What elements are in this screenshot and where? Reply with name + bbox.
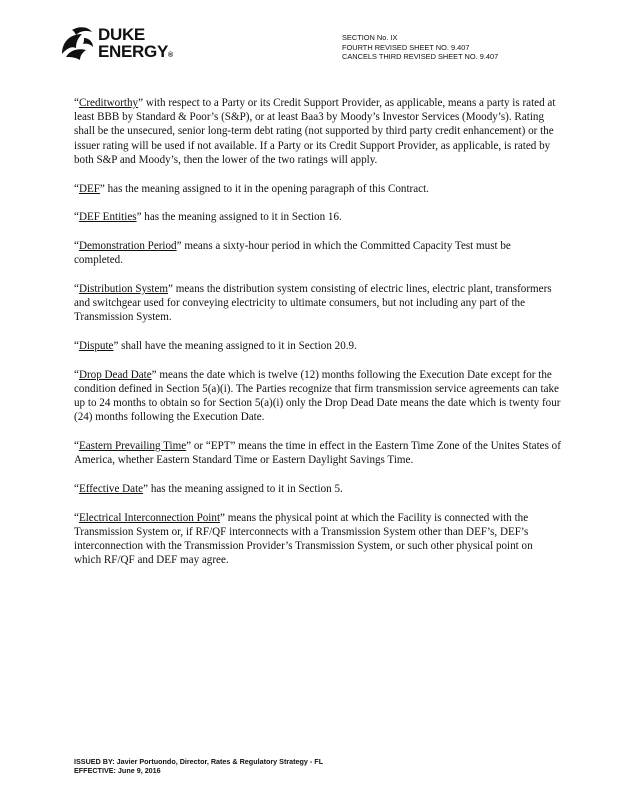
- definition-creditworthy: “Creditworthy” with respect to a Party or its Credit Support Provider, as applicable, means a party is rated at least BBB by Standard & Poor’s (S&P), or at least Baa3 by Moody’s Investor Services (Moody’s). Rating shall be the unsecured, senior long-term debt rating (not supported by third party credit enhancement) or the issuer rating will be used if not available. If a Party or its Credit Support Provider, as applicable, is rated by both S&P and Moody’s, then the lower of the two ratings will apply.: [74, 97, 556, 166]
- defined-term: DEF Entities: [78, 211, 137, 224]
- defined-term: Distribution System: [78, 282, 169, 295]
- definition-def: “DEF” has the meaning assigned to it in the opening paragraph of this Contract.: [74, 182, 429, 195]
- defined-term: Electrical Interconnection Point: [78, 511, 221, 524]
- definition-def-entities: “DEF Entities” has the meaning assigned to it in Section 16.: [74, 211, 342, 224]
- definition-dispute: “Dispute” shall have the meaning assigned to it in Section 20.9.: [74, 339, 357, 352]
- defined-term: Demonstration Period: [78, 239, 177, 252]
- defined-term: DEF: [78, 182, 100, 195]
- defined-term: Eastern Prevailing Time: [78, 439, 187, 452]
- duke-energy-logo-icon: [58, 24, 96, 64]
- definition-drop-dead-date: “Drop Dead Date” means the date which is twelve (12) months following the Execution Date except for the condition defined in Section 5(a)(i). The Parties recognize that firm transmission service agreements can take up to 24 months to obtain so for Section 5(a)(i) only the Drop Dead Date means the date which is twenty four (24) months following the Execution Date.: [74, 368, 561, 424]
- logo-line-2: ENERGY: [98, 42, 168, 61]
- definition-text: has the meaning assigned to it in the opening paragraph of this Contract.: [104, 182, 429, 195]
- defined-term: Creditworthy: [78, 97, 139, 109]
- issued-by: ISSUED BY: Javier Portuondo, Director, Rates & Regulatory Strategy - FL: [74, 757, 324, 766]
- definition-demonstration-period: “Demonstration Period” means a sixty-hour period in which the Committed Capacity Test must be completed.: [74, 239, 511, 267]
- logo-line-1: DUKE: [98, 25, 145, 44]
- definition-distribution-system: “Distribution System” means the distribution system consisting of electric lines, electric plant, transformers and switchgear used for conveying electricity to ultimate consumers, but not including any part of the Transmission System.: [74, 282, 552, 324]
- defined-term: Effective Date: [78, 482, 144, 495]
- definition-text: means a sixty-hour period in which the Committed Capacity Test must be completed.: [74, 239, 511, 267]
- definition-effective-date: “Effective Date” has the meaning assigned to it in Section 5.: [74, 482, 343, 495]
- definition-text: has the meaning assigned to it in Section 16.: [141, 211, 342, 224]
- section-number: SECTION No. IX: [342, 33, 398, 42]
- defined-term: Dispute: [78, 339, 114, 352]
- definition-text: has the meaning assigned to it in Section 5.: [148, 482, 343, 495]
- effective-date: EFFECTIVE: June 9, 2016: [74, 766, 161, 776]
- page-footer: [74, 757, 323, 776]
- cancelled-sheet-number: CANCELS THIRD REVISED SHEET NO. 9.407: [342, 52, 499, 61]
- definition-electrical-interconnection-point: “Electrical Interconnection Point” means the physical point at which the Facility is connected with the Transmission System or, if RF/QF interconnects with a Transmission System other than DEF’s, DEF’s interconnection with the Transmission Provider’s Transmission System, or such other physical point on which RF/QF and DEF may agree.: [74, 511, 533, 567]
- definition-eastern-prevailing-time: “Eastern Prevailing Time” or “EPT” means the time in effect in the Eastern Time Zone of the Unites States of America, whether Eastern Standard Time or Eastern Daylight Savings Time.: [74, 439, 561, 467]
- sheet-info: [342, 33, 498, 62]
- definition-text: with respect to a Party or its Credit Support Provider, as applicable, means a party is rated at least BBB by Standard & Poor’s (S&P), or at least Baa3 by Moody’s Investor Services (Moody’s). Rating shall be the unsecured, senior long-term debt rating (not supported by third party credit enhancement) or the issuer rating will be used if not available. If a Party or its Credit Support Provider, as applicable, is rated by both S&P and Moody’s, then the lower of the two ratings will apply.: [74, 97, 556, 166]
- defined-term: Drop Dead Date: [78, 368, 152, 381]
- definition-text: means the distribution system consisting of electric lines, electric plant, transformers and switchgear used for conveying electricity to ultimate consumers, but not including any part of the Transmission System.: [74, 282, 552, 324]
- definition-text: means the date which is twelve (12) months following the Execution Date except for the condition defined in Section 5(a)(i). The Parties recognize that firm transmission service agreements can take up to 24 months to obtain so for Section 5(a)(i) only the Drop Dead Date means the date which is twenty four (24) months following the Execution Date.: [74, 368, 561, 424]
- definition-text: means the physical point at which the Facility is connected with the Transmission System or, if RF/QF interconnects with a Transmission System other than DEF’s, DEF’s interconnection with the Transmission Provider’s Transmission System, or such other physical point on which RF/QF and DEF may agree.: [74, 511, 533, 567]
- definitions-body: [74, 96, 562, 582]
- revised-sheet-number: FOURTH REVISED SHEET NO. 9.407: [342, 42, 470, 52]
- company-logo: DUKE ENERGY®: [58, 22, 188, 70]
- definition-text: shall have the meaning assigned to it in Section 20.9.: [118, 339, 357, 352]
- definition-text: or “EPT” means the time in effect in the Eastern Time Zone of the Unites States of America, whether Eastern Standard Time or Eastern Daylight Savings Time.: [74, 439, 561, 467]
